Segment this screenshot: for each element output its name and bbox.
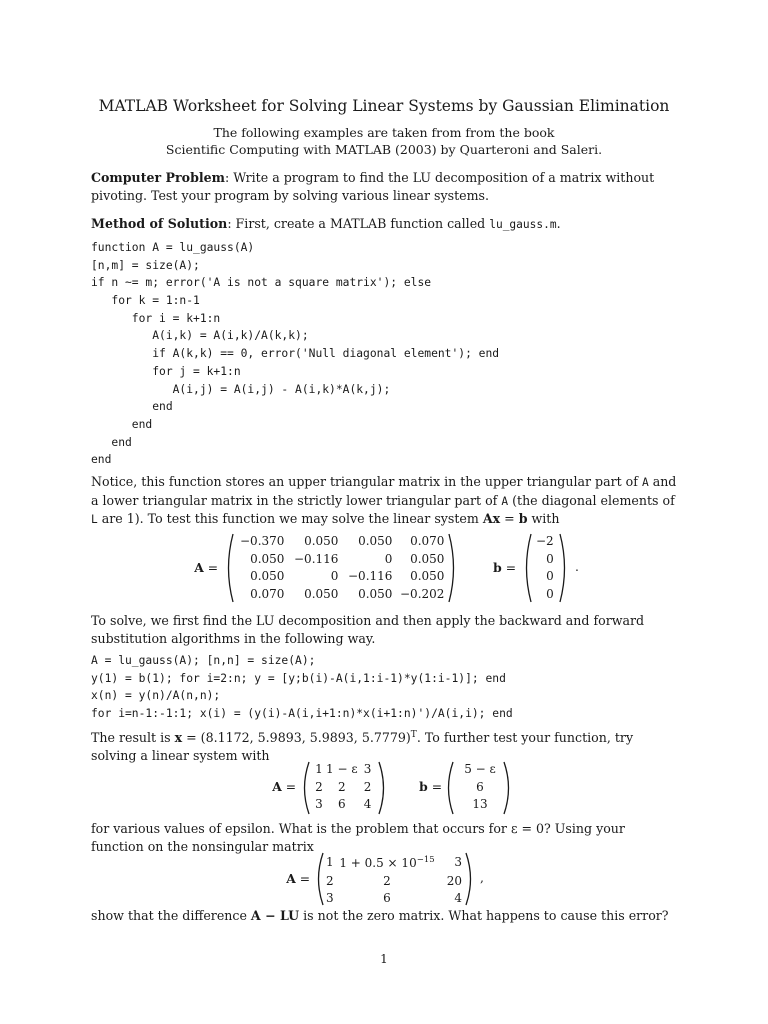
page-number: 1: [380, 952, 388, 966]
matrix-cell: 1 − ε: [326, 762, 358, 776]
code-line: end: [91, 453, 112, 467]
system1-b-vector: [536, 533, 554, 604]
code-line: for j = k+1:n: [91, 364, 241, 378]
worksheet-title: MATLAB Worksheet for Solving Linear Systems by Gaussian Elimination: [98, 97, 670, 115]
result-value: = (8.1172, 5.9893, 5.9893, 5.7779): [182, 730, 411, 746]
vector-cell: 0: [546, 551, 554, 566]
matrix-cell: −0.116: [348, 569, 393, 584]
notice-paragraph: [91, 473, 681, 529]
vector-row: [536, 533, 554, 551]
system1-a-matrix: [240, 533, 444, 604]
matrix-cell: 0.050: [250, 551, 285, 566]
notice-text-4: are 1). To test this function we may solve the linear system: [97, 511, 483, 527]
matrix-cell: 1: [326, 854, 334, 869]
final-paragraph: [91, 907, 681, 925]
subtitle-line-1: The following examples are taken from from the book: [213, 125, 555, 140]
system3-a-label: A: [286, 871, 296, 886]
matrix-cell: 0: [330, 569, 339, 584]
system2-b-vector: [455, 761, 505, 814]
matrix-cell: 3: [454, 854, 462, 869]
matrix-cell: 3: [315, 797, 323, 812]
matrix-row: [240, 586, 444, 604]
vector-row: [536, 551, 554, 569]
matrix-row: [326, 873, 462, 891]
matrix-cell: 0.050: [250, 569, 285, 584]
matrix-cell: 0: [384, 551, 393, 566]
matrix-cell: 2: [363, 779, 372, 794]
exponent-superscript: −15: [416, 855, 435, 865]
code-line: A = lu_gauss(A); [n,n] = size(A);: [91, 654, 316, 667]
matrix-cell: 0.070: [410, 534, 445, 548]
matrix-row: [326, 852, 462, 873]
matrix-cell: 0.070: [250, 587, 285, 602]
notice-code-a2: A: [501, 494, 509, 508]
code-line: y(1) = b(1); for i=2:n; y = [y;b(i)-A(i,1:i-1)*y(1:i-1)]; end: [91, 671, 506, 685]
code-line: for i = k+1:n: [91, 311, 221, 325]
matrix-cell: 0.050: [304, 587, 339, 602]
matrix-row: [312, 796, 378, 814]
system3-comma: ,: [480, 871, 484, 885]
notice-b: b: [518, 511, 528, 527]
code-line: for i=n-1:-1:1; x(i) = (y(i)-A(i,i+1:n)*x(i+1:n)')/A(i,i); end: [91, 707, 513, 721]
system1-b-left-paren: [520, 532, 534, 604]
subtitle-line-2: Scientific Computing with MATLAB (2003) by Quarteroni and Saleri.: [165, 142, 603, 157]
lu-gauss-code-block: [91, 239, 499, 469]
system3-a-left-paren: [312, 851, 326, 907]
vector-cell: −2: [536, 534, 554, 548]
system3-a-matrix: [326, 852, 462, 908]
code-line: [n,m] = size(A);: [91, 258, 200, 272]
notice-code-l: L: [91, 513, 98, 527]
code-line: if A(k,k) == 0, error('Null diagonal element'); end: [91, 347, 500, 361]
vector-row: [536, 568, 554, 586]
matrix-row: [312, 779, 378, 797]
matrix-cell: −0.202: [400, 587, 445, 602]
system1-b-lhs: b =: [493, 560, 516, 575]
matrix-cell: 0.050: [358, 587, 393, 602]
code-line: end: [91, 417, 153, 431]
vector-row: [455, 779, 505, 797]
matrix-cell: 6: [337, 797, 346, 812]
notice-text-2: and a lower triangular matrix in the strictly lower triangular part of: [91, 474, 677, 508]
matrix-row: [240, 551, 444, 569]
system2-a-right-paren: [376, 760, 390, 816]
method-filename: lu_gauss.m: [489, 218, 557, 231]
system3-a-lhs: A =: [286, 871, 310, 886]
matrix-cell: 20: [446, 873, 462, 888]
matrix-cell: 0.050: [304, 534, 339, 548]
matrix-row: [240, 568, 444, 586]
result-x: x: [174, 730, 183, 746]
vector-cell: 0: [546, 569, 554, 584]
code-line: A(i,k) = A(i,k)/A(k,k);: [91, 329, 309, 343]
system1-b-right-paren: [557, 532, 571, 604]
system2-a-label: A: [272, 779, 282, 794]
method-text: : First, create a MATLAB function called: [227, 216, 490, 231]
final-text-2: is not the zero matrix. What happens to cause this error?: [299, 908, 669, 923]
solve-paragraph: To solve, we first find the LU decomposition and then apply the backward and forward substitution algorithms in the following way.: [91, 613, 645, 646]
matrix-cell: 3: [326, 891, 334, 906]
system1-a-lhs: A =: [194, 560, 218, 575]
matrix-cell: 2: [315, 779, 323, 794]
notice-text-5: with: [527, 511, 560, 527]
result-text-2: . To further test your function, try solving a linear system with: [91, 730, 634, 763]
matrix-cell: 1: [315, 762, 323, 776]
result-paragraph: [91, 727, 681, 764]
system2-a-matrix: [312, 761, 378, 814]
notice-ax: Ax: [482, 511, 501, 527]
method-label: Method of Solution: [91, 216, 228, 231]
code-line: for k = 1:n-1: [91, 294, 200, 308]
system2-a-lhs: A =: [272, 779, 296, 794]
code-line: end: [91, 400, 173, 414]
vector-cell: 0: [546, 587, 554, 602]
matrix-cell: 2: [337, 779, 346, 794]
matrix-row: [240, 533, 444, 551]
vector-row: [455, 761, 505, 779]
code-line: function A = lu_gauss(A): [91, 241, 255, 254]
vector-row: [536, 586, 554, 604]
system2-b-left-paren: [442, 760, 456, 816]
system2-b-label: b: [419, 779, 428, 794]
notice-text-1: Notice, this function stores an upper triangular matrix in the upper triangular part of: [91, 474, 642, 489]
notice-text-3: (the diagonal elements of: [508, 492, 675, 508]
matrix-cell: 0.050: [410, 551, 445, 566]
system2-a-left-paren: [298, 760, 312, 816]
system1-period: .: [575, 560, 579, 574]
vector-cell: 13: [472, 797, 488, 812]
method-end: .: [556, 216, 561, 231]
matrix-cell: 0.050: [358, 534, 393, 548]
computer-problem-label: Computer Problem: [91, 170, 225, 185]
method-paragraph: [91, 215, 681, 234]
system1-b-label: b: [493, 560, 502, 575]
final-text-1: show that the difference: [91, 908, 251, 923]
code-line: end: [91, 435, 132, 449]
solve-code-block: [91, 652, 513, 723]
system3-a-right-paren: [463, 851, 477, 907]
system2-b-lhs: b =: [419, 779, 442, 794]
system2-b-right-paren: [501, 760, 515, 816]
matrix-cell: 0.050: [410, 569, 445, 584]
vector-row: [455, 796, 505, 814]
epsilon-paragraph: for various values of epsilon. What is the problem that occurs for ε = 0? Using your function on the nonsingular matrix: [91, 821, 625, 854]
vector-cell: 5 − ε: [464, 762, 496, 776]
code-line: x(n) = y(n)/A(n,n);: [91, 689, 221, 703]
result-transpose: T: [410, 730, 417, 740]
code-line: A(i,j) = A(i,j) - A(i,k)*A(k,j);: [91, 382, 391, 396]
matrix-cell: 2: [326, 873, 334, 888]
computer-problem-text: : Write a program to find the LU decomposition of a matrix without pivoting. Test your program by solving various linear systems.: [91, 170, 655, 203]
matrix-cell: 4: [363, 797, 372, 812]
matrix-cell: 6: [383, 891, 391, 906]
matrix-cell: −0.370: [240, 534, 285, 548]
matrix-cell: 3: [363, 762, 372, 776]
matrix-cell: 2: [383, 873, 391, 888]
system1-a-left-paren: [222, 532, 236, 604]
vector-cell: 6: [476, 779, 484, 794]
code-line: if n ~= m; error('A is not a square matrix'); else: [91, 276, 432, 290]
matrix-cell: 4: [454, 891, 462, 906]
system1-a-right-paren: [446, 532, 460, 604]
computer-problem-paragraph: [91, 169, 681, 204]
matrix-cell: $1 + 0.5 \times 10^{-15}$: [339, 855, 435, 870]
notice-equals: =: [500, 511, 519, 527]
notice-code-a1: A: [641, 476, 649, 489]
system1-a-label: A: [194, 560, 204, 575]
matrix-cell: −0.116: [294, 551, 339, 566]
matrix-row: [326, 890, 462, 908]
result-text-1: The result is: [91, 730, 175, 746]
matrix-row: [312, 761, 378, 779]
final-expression: A − LU: [250, 908, 300, 923]
